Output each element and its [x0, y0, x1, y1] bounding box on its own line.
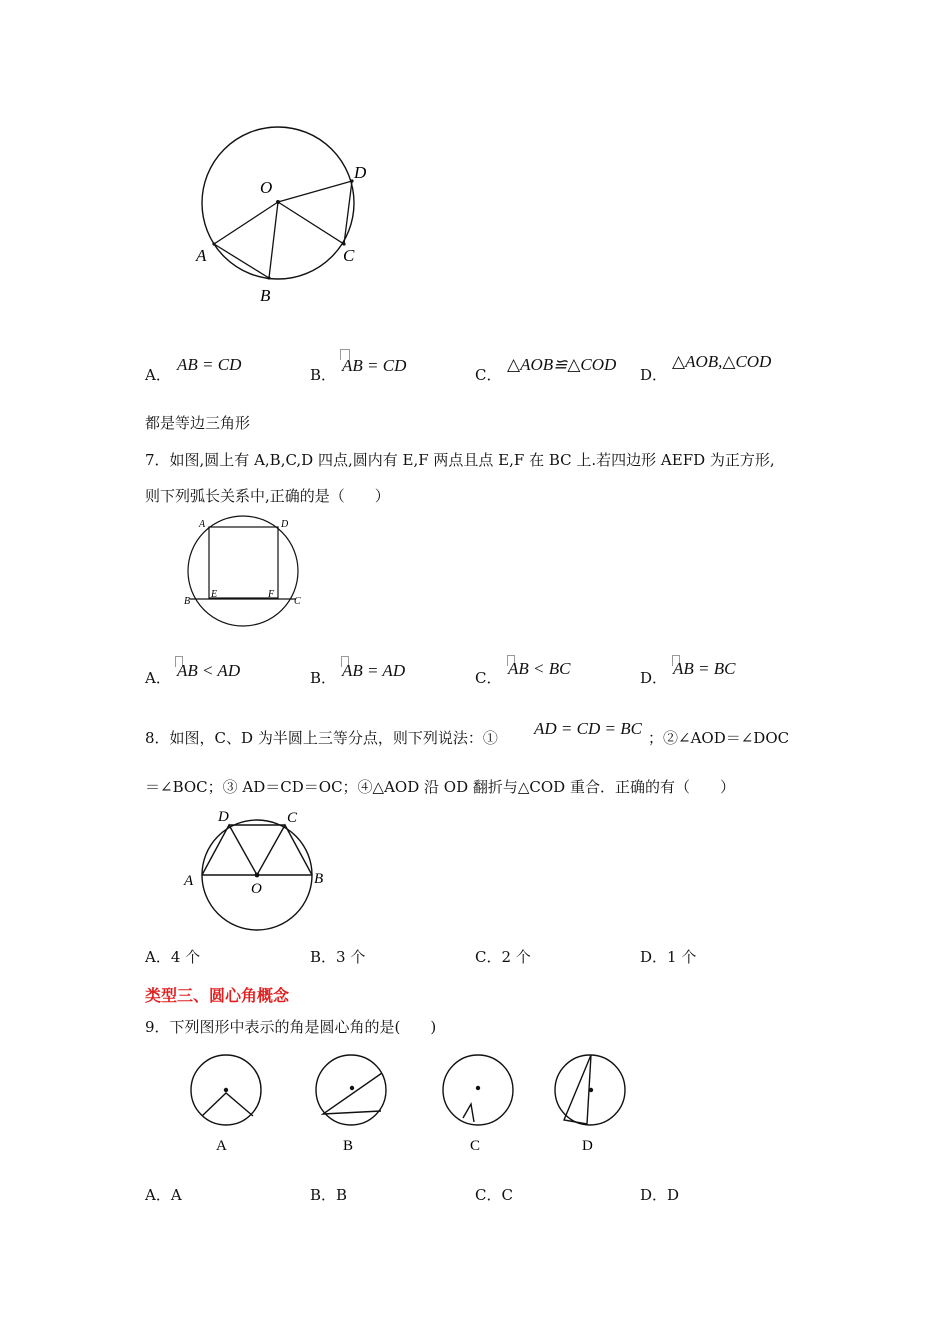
q9-label-d: D	[582, 1138, 593, 1154]
q9-option-c[interactable]: C．C	[475, 1186, 513, 1204]
q8-label-a: A	[184, 873, 194, 889]
q8-label-d: D	[218, 809, 229, 825]
q7-label-b: B	[184, 596, 191, 607]
q8-stem-line1-post: ；②∠AOD＝∠DOC	[648, 729, 790, 747]
q8-stem-math: AD = CD = BC	[534, 719, 642, 738]
q6-label-d: D	[354, 163, 367, 182]
q7-option-c[interactable]: C．	[475, 669, 502, 687]
q8-option-a[interactable]: A．4 个	[145, 948, 201, 966]
q7-label-a: A	[199, 519, 206, 530]
q6-option-c[interactable]: C．	[475, 366, 502, 384]
q6-option-d-tail: 都是等边三角形	[145, 414, 251, 432]
q9-figure	[180, 1048, 640, 1158]
q6-option-b-text: AB = CD	[342, 356, 407, 375]
q6-label-c: C	[343, 246, 355, 265]
q6-option-d-text: △AOB,△COD	[672, 352, 772, 371]
q9-option-a[interactable]: A．A	[145, 1186, 182, 1204]
q7-option-a-text: AB < AD	[177, 661, 241, 680]
q9-label-c: C	[470, 1138, 481, 1154]
q7-stem-line1: 7．如图,圆上有 A,B,C,D 四点,圆内有 E,F 两点且点 E,F 在 BC 上.若四边形 AEFD 为正方形,	[145, 451, 775, 469]
q6-option-a[interactable]: A．	[145, 366, 171, 384]
q8-label-b: B	[314, 871, 324, 887]
q8-label-o: O	[251, 881, 262, 897]
q8-stem-line1-pre: 8．如图，C、D 为半圆上三等分点，则下列说法：①	[145, 729, 498, 747]
q8-option-c[interactable]: C．2 个	[475, 948, 531, 966]
q8-figure	[180, 803, 330, 933]
q9-option-b[interactable]: B．B	[310, 1186, 348, 1204]
q9-label-a: A	[216, 1138, 227, 1154]
q7-option-b-text: AB = AD	[342, 661, 406, 680]
q7-label-c: C	[294, 596, 301, 607]
q6-option-b[interactable]: B．	[310, 366, 337, 384]
q7-label-f: F	[268, 589, 275, 600]
q7-option-c-text: AB < BC	[508, 659, 571, 678]
q9-label-b: B	[343, 1138, 354, 1154]
q6-option-c-text: △AOB≌△COD	[507, 355, 617, 374]
q6-label-a: A	[196, 246, 207, 265]
q7-option-a[interactable]: A．	[145, 669, 171, 687]
q9-figure-a	[191, 1055, 261, 1154]
q6-option-d[interactable]: D．	[640, 366, 668, 384]
q6-figure	[190, 120, 390, 310]
q9-figure-d	[555, 1055, 625, 1154]
section-heading: 类型三、圆心角概念	[145, 986, 290, 1005]
q8-option-b[interactable]: B．3 个	[310, 948, 366, 966]
q7-option-d-text: AB = BC	[673, 659, 736, 678]
q8-label-c: C	[287, 810, 298, 826]
q8-option-d[interactable]: D．1 个	[640, 948, 697, 966]
q6-label-o: O	[260, 178, 273, 197]
q7-stem-line2: 则下列弧长关系中,正确的是（ ）	[145, 487, 390, 505]
q9-figure-c	[443, 1055, 513, 1154]
q9-figure-b	[316, 1055, 386, 1154]
q6-option-a-text: AB = CD	[177, 355, 242, 374]
q6-label-b: B	[260, 286, 271, 305]
q8-stem-line2: ＝∠BOC；③ AD＝CD＝OC；④△AOD 沿 OD 翻折与△COD 重合．正确的有（ ）	[145, 778, 735, 796]
q7-option-b[interactable]: B．	[310, 669, 337, 687]
q7-label-d: D	[281, 519, 289, 530]
q7-figure	[178, 513, 308, 631]
q9-stem: 9．下列图形中表示的角是圆心角的是( )	[145, 1018, 437, 1036]
q7-label-e: E	[211, 589, 218, 600]
q9-option-d[interactable]: D．D	[640, 1186, 680, 1204]
q7-option-d[interactable]: D．	[640, 669, 668, 687]
